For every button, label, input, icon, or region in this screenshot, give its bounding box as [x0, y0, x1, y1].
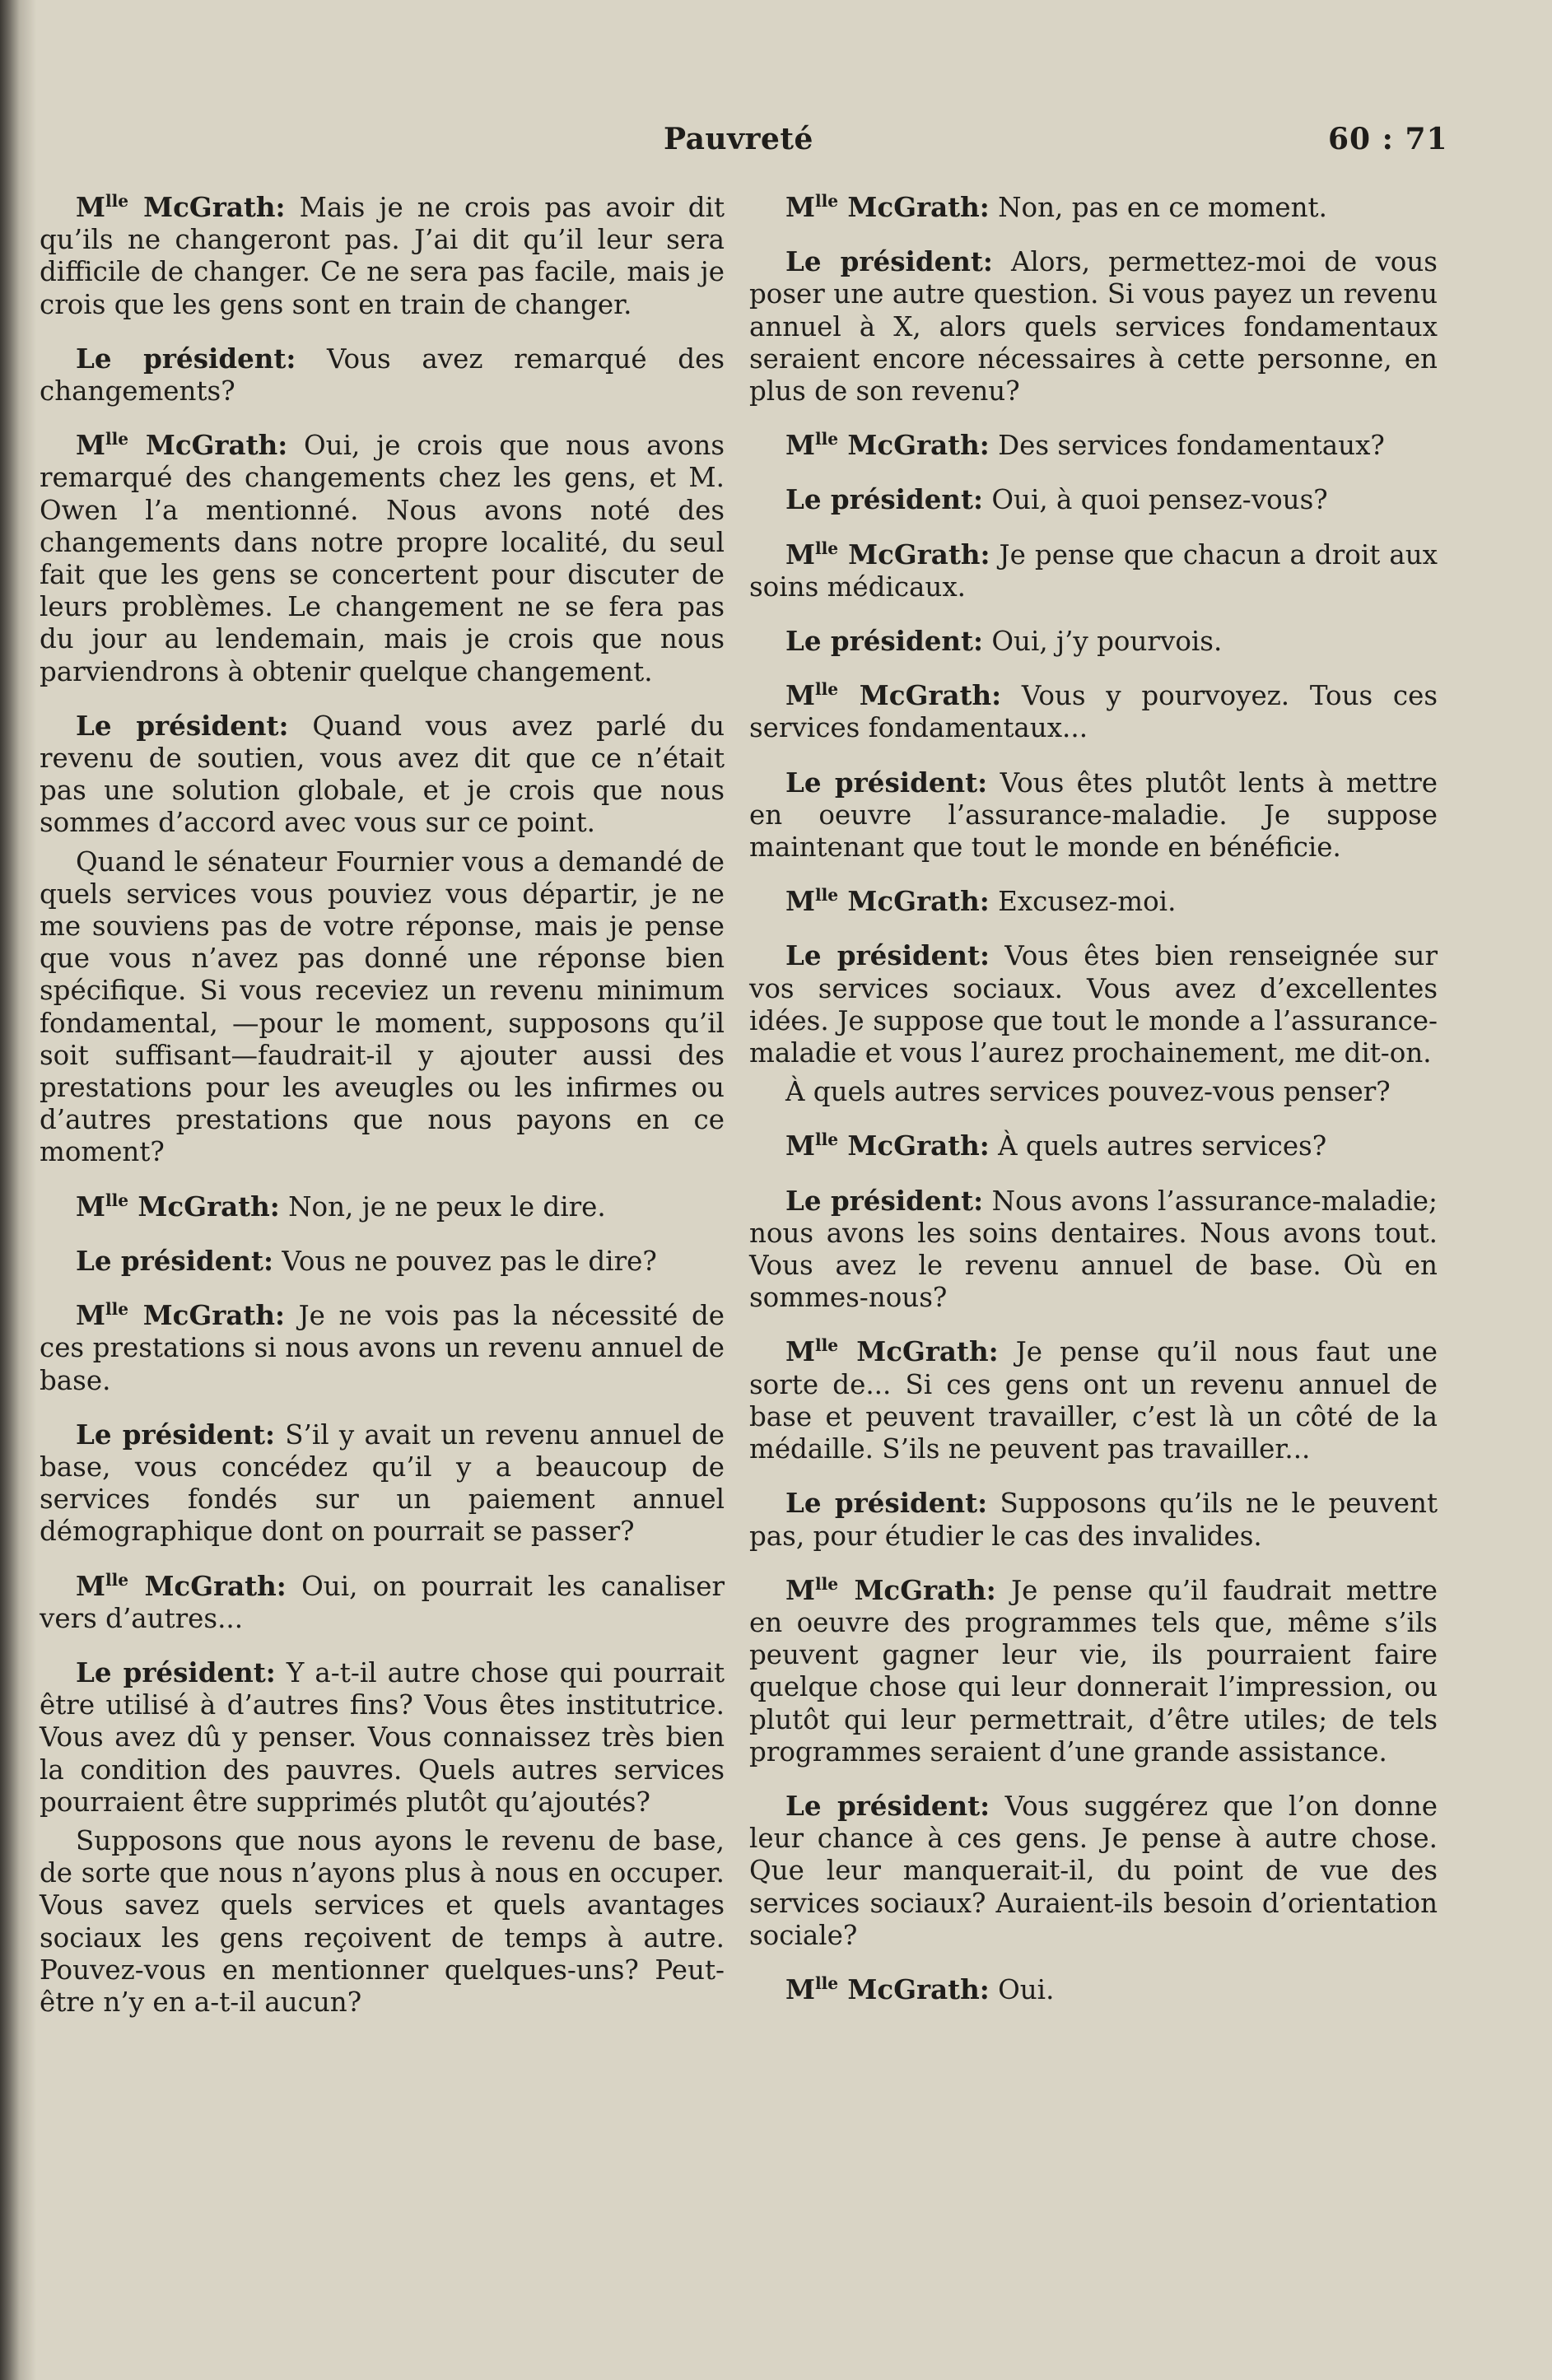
speaker-label: Le président:	[785, 1184, 984, 1217]
speech-text: S’il y avait un revenu annuel de base, vous concédez qu’il y a beaucoup de services fondés sur un paiement annuel démographique dont on pourrait se passer?	[40, 1418, 725, 1548]
speech-text: Oui, j’y pourvois.	[983, 626, 1223, 658]
speaker-label: $M^{lle}$ McGrath:	[76, 1299, 286, 1332]
page-number: 60 : 71	[1328, 122, 1448, 156]
speech-text: Vous y pourvoyez. Tous ces services fondamentaux...	[749, 680, 1438, 744]
speaker-label: Le président:	[76, 1418, 275, 1451]
transcript-paragraph	[749, 538, 1438, 603]
transcript-paragraph	[40, 429, 725, 688]
speech-text: Quand vous avez parlé du revenu de soutien, vous avez dit que ce n’était pas une solution globale, et je crois que nous sommes d’accord avec vous sur ce point.	[40, 710, 725, 839]
transcript-paragraph	[749, 1185, 1438, 1315]
speaker-label: Le président:	[785, 939, 990, 972]
speech-text: Je pense que chacun a droit aux soins médicaux.	[749, 538, 1438, 603]
speaker-label: Le président:	[76, 342, 296, 375]
speaker-label: Le président:	[76, 709, 289, 742]
speech-text: Je ne vois pas la nécessité de ces prestations si nous avons un revenu annuel de base.	[40, 1300, 725, 1396]
speech-text: Je pense qu’il faudrait mettre en oeuvre des programmes tels que, même s’ils peuvent gagner leur vie, ils pourraient faire quelque chose qui leur donnerait l’impression, ou plutôt qui leur permettrait, d’être utiles; de tels programmes seraient d’une grande assistance.	[749, 1574, 1438, 1768]
speaker-label: $M^{lle}$ McGrath:	[76, 1569, 287, 1602]
speech-text: Je pense qu’il nous faut une sorte de... Si ces gens ont un revenu annuel de base et peuvent travailler, c’est là un côté de la médaille. S’ils ne peuvent pas travailler...	[749, 1336, 1438, 1465]
transcript-paragraph	[40, 1418, 725, 1549]
page-header	[0, 115, 1552, 165]
speaker-label: $M^{lle}$ McGrath:	[785, 429, 990, 462]
speech-text: Oui, à quoi pensez-vous?	[983, 484, 1328, 516]
speech-text: Oui.	[989, 1973, 1055, 2005]
transcript-paragraph	[40, 191, 725, 321]
speech-text: Des services fondamentaux?	[989, 430, 1385, 462]
speaker-label: Le président:	[785, 766, 988, 799]
transcript-paragraph	[40, 846, 725, 1169]
speaker-label: $M^{lle}$ McGrath:	[785, 679, 1002, 712]
speech-text: À quels autres services?	[989, 1130, 1327, 1162]
speech-text: Excusez-moi.	[989, 886, 1177, 918]
speech-text: Alors, permettez-moi de vous poser une autre question. Si vous payez un revenu annuel à X, alors quels services fondamentaux seraient encore nécessaires à cette personne, en plus de son revenu?	[749, 246, 1438, 408]
speaker-label: $M^{lle}$ McGrath:	[785, 538, 990, 571]
transcript-paragraph	[40, 1190, 725, 1223]
transcript-paragraph	[749, 1129, 1438, 1162]
speaker-label: $M^{lle}$ McGrath:	[785, 1335, 999, 1368]
transcript-paragraph	[749, 625, 1438, 658]
speaker-label: Le président:	[76, 1656, 276, 1688]
transcript-paragraph	[749, 1076, 1438, 1108]
speaker-label: Le président:	[76, 1244, 274, 1277]
speech-text: À quels autres services pouvez-vous penser?	[785, 1076, 1391, 1108]
speech-text: Vous suggérez que l’on donne leur chance à ces gens. Je pense à autre chose. Que leur manquerait-il, du point de vue des services sociaux? Auraient-ils besoin d’orientation sociale?	[749, 1790, 1438, 1951]
transcript-paragraph	[40, 1299, 725, 1397]
transcript-paragraph	[749, 1335, 1438, 1465]
left-column	[40, 191, 725, 2040]
speaker-label: Le président:	[785, 245, 993, 278]
speaker-label: $M^{lle}$ McGrath:	[76, 190, 286, 223]
speaker-label: Le président:	[785, 625, 984, 658]
transcript-paragraph	[749, 245, 1438, 408]
speech-text: Vous ne pouvez pas le dire?	[273, 1245, 657, 1277]
transcript-paragraph	[749, 939, 1438, 1069]
transcript-paragraph	[40, 710, 725, 840]
speaker-label: Le président:	[785, 1789, 990, 1822]
speech-text: Quand le sénateur Fournier vous a demandé de quels services vous pouviez vous départir, je ne me souviens pas de votre réponse, mais je pense que vous n’avez pas donné une réponse bien spécifique. Si vous receviez un revenu minimum fondamental, —pour le moment, supposons qu’il soit suffisant—faudrait-il y ajouter aussi des prestations pour les aveugles ou les infirmes ou d’autres prestations que nous payons en ce moment?	[40, 845, 725, 1168]
speech-text: Y a-t-il autre chose qui pourrait être utilisé à d’autres fins? Vous êtes institutrice. Vous avez dû y penser. Vous connaissez très bien la condition des pauvres. Quels autres services pourraient être supprimés plutôt qu’ajoutés?	[40, 1656, 725, 1818]
page-binding-edge	[0, 0, 36, 2380]
speaker-label: Le président:	[785, 1487, 988, 1520]
running-title: Pauvreté	[664, 122, 813, 156]
transcript-paragraph	[749, 1790, 1438, 1952]
transcript-paragraph	[749, 885, 1438, 918]
transcript-paragraph	[749, 191, 1438, 224]
transcript-paragraph	[40, 1245, 725, 1278]
speaker-label: $M^{lle}$ McGrath:	[76, 1190, 280, 1223]
speaker-label: Le président:	[785, 483, 984, 516]
transcript-paragraph	[40, 1570, 725, 1635]
speaker-label: $M^{lle}$ McGrath:	[785, 885, 990, 918]
transcript-paragraph	[749, 429, 1438, 462]
speech-text: Oui, on pourrait les canaliser vers d’autres...	[40, 1570, 725, 1634]
speaker-label: $M^{lle}$ McGrath:	[76, 429, 288, 462]
speaker-label: $M^{lle}$ McGrath:	[785, 1573, 996, 1606]
speech-text: Non, pas en ce moment.	[989, 192, 1327, 223]
transcript-paragraph	[40, 1656, 725, 1819]
speech-text: Supposons qu’ils ne le peuvent pas, pour étudier le cas des invalides.	[749, 1488, 1438, 1552]
speech-text: Supposons que nous ayons le revenu de base, de sorte que nous n’ayons plus à nous en occuper. Vous savez quels services et quels avantages sociaux les gens reçoivent de temps à autre. Pouvez-vous en mentionner quelques-uns? Peut-être n’y en a-t-il aucun?	[40, 1824, 725, 2018]
speech-text: Vous avez remarqué des changements?	[40, 342, 725, 408]
transcript-paragraph	[40, 342, 725, 408]
speaker-label: $M^{lle}$ McGrath:	[785, 1972, 990, 2005]
speech-text: Vous êtes bien renseignée sur vos services sociaux. Vous avez d’excellentes idées. Je suppose que tout le monde a l’assurance-maladie et vous l’aurez prochainement, me dit-on.	[749, 940, 1438, 1069]
speech-text: Oui, je crois que nous avons remarqué des changements chez les gens, et M. Owen l’a mentionné. Nous avons noté des changements dans notre propre localité, du seul fait que les gens se concertent pour discuter de leurs problèmes. Le changement ne se fera pas du jour au lendemain, mais je crois que nous parviendrons à obtenir quelque changement.	[40, 430, 725, 687]
speech-text: Non, je ne peux le dire.	[279, 1190, 606, 1223]
speech-text: Mais je ne crois pas avoir dit qu’ils ne changeront pas. J’ai dit qu’il leur sera difficile de changer. Ce ne sera pas facile, mais je crois que les gens sont en train de changer.	[40, 192, 725, 320]
transcript-paragraph	[749, 1574, 1438, 1768]
transcript-paragraph	[749, 483, 1438, 516]
right-column	[749, 191, 1438, 2028]
transcript-paragraph	[749, 766, 1438, 864]
transcript-paragraph	[749, 1487, 1438, 1552]
transcript-paragraph	[40, 1825, 725, 2019]
speech-text: Vous êtes plutôt lents à mettre en oeuvre l’assurance-maladie. Je suppose maintenant que tout le monde en bénéficie.	[749, 766, 1438, 864]
transcript-paragraph	[749, 1973, 1438, 2006]
speech-text: Nous avons l’assurance-maladie; nous avons les soins dentaires. Nous avons tout. Vous avez le revenu annuel de base. Où en sommes-nous?	[749, 1185, 1438, 1314]
transcript-paragraph	[749, 679, 1438, 744]
speaker-label: $M^{lle}$ McGrath:	[785, 190, 990, 223]
speaker-label: $M^{lle}$ McGrath:	[785, 1129, 990, 1162]
